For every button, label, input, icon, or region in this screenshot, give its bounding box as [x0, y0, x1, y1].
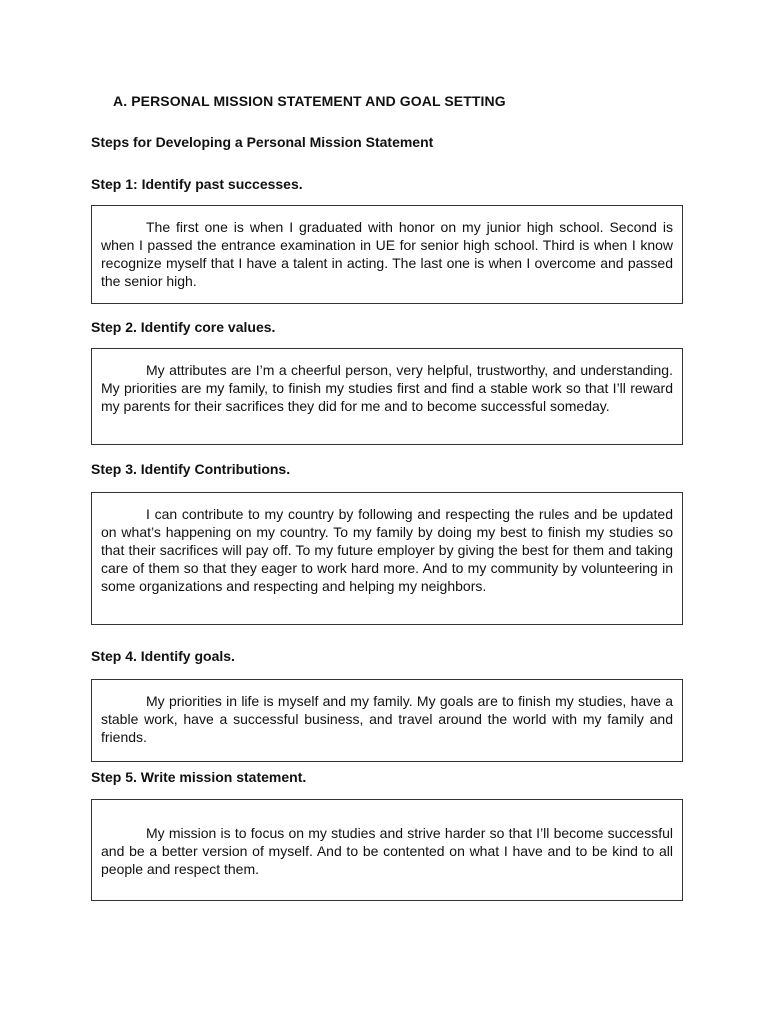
step-2-answer-text: My attributes are I’m a cheerful person, very helpful, trustworthy, and understanding. My priorities are my family, to finish my studies first and find a stable work so that I’ll reward my parents for their sacrifices they did for me and to become successful someday.	[101, 362, 673, 414]
step-3-answer-text: I can contribute to my country by following and respecting the rules and be updated on what’s happening on my country. To my family by doing my best to finish my studies so that their sacrifices will pay off. To my future employer by giving the best for them and taking care of them so that they eager to work hard more. And to my community by volunteering in some organizations and respecting and helping my neighbors.	[101, 506, 673, 594]
step-4-answer-box	[91, 679, 683, 762]
step-5-answer-box	[91, 799, 683, 901]
section-title: A. PERSONAL MISSION STATEMENT AND GOAL SETTING	[113, 93, 506, 109]
subtitle: Steps for Developing a Personal Mission Statement	[91, 134, 434, 150]
step-2-heading: Step 2. Identify core values.	[91, 319, 276, 335]
step-1-answer-box	[91, 205, 683, 304]
step-5-answer-text: My mission is to focus on my studies and strive harder so that I’ll become successful and be a better version of myself. And to be contented on what I have and to be kind to all people and respect them.	[101, 825, 673, 877]
step-3-answer-box	[91, 492, 683, 625]
step-2-answer-box	[91, 348, 683, 445]
step-4-heading: Step 4. Identify goals.	[91, 648, 235, 664]
step-1-heading: Step 1: Identify past successes.	[91, 176, 303, 192]
step-5-heading: Step 5. Write mission statement.	[91, 769, 307, 785]
step-3-heading: Step 3. Identify Contributions.	[91, 461, 291, 477]
step-4-answer-text: My priorities in life is myself and my family. My goals are to finish my studies, have a stable work, have a successful business, and travel around the world with my family and friends.	[101, 693, 673, 745]
step-1-answer-text: The first one is when I graduated with honor on my junior high school. Second is when I passed the entrance examination in UE for senior high school. Third is when I know recognize myself that I have a talent in acting. The last one is when I overcome and passed the senior high.	[101, 219, 673, 289]
